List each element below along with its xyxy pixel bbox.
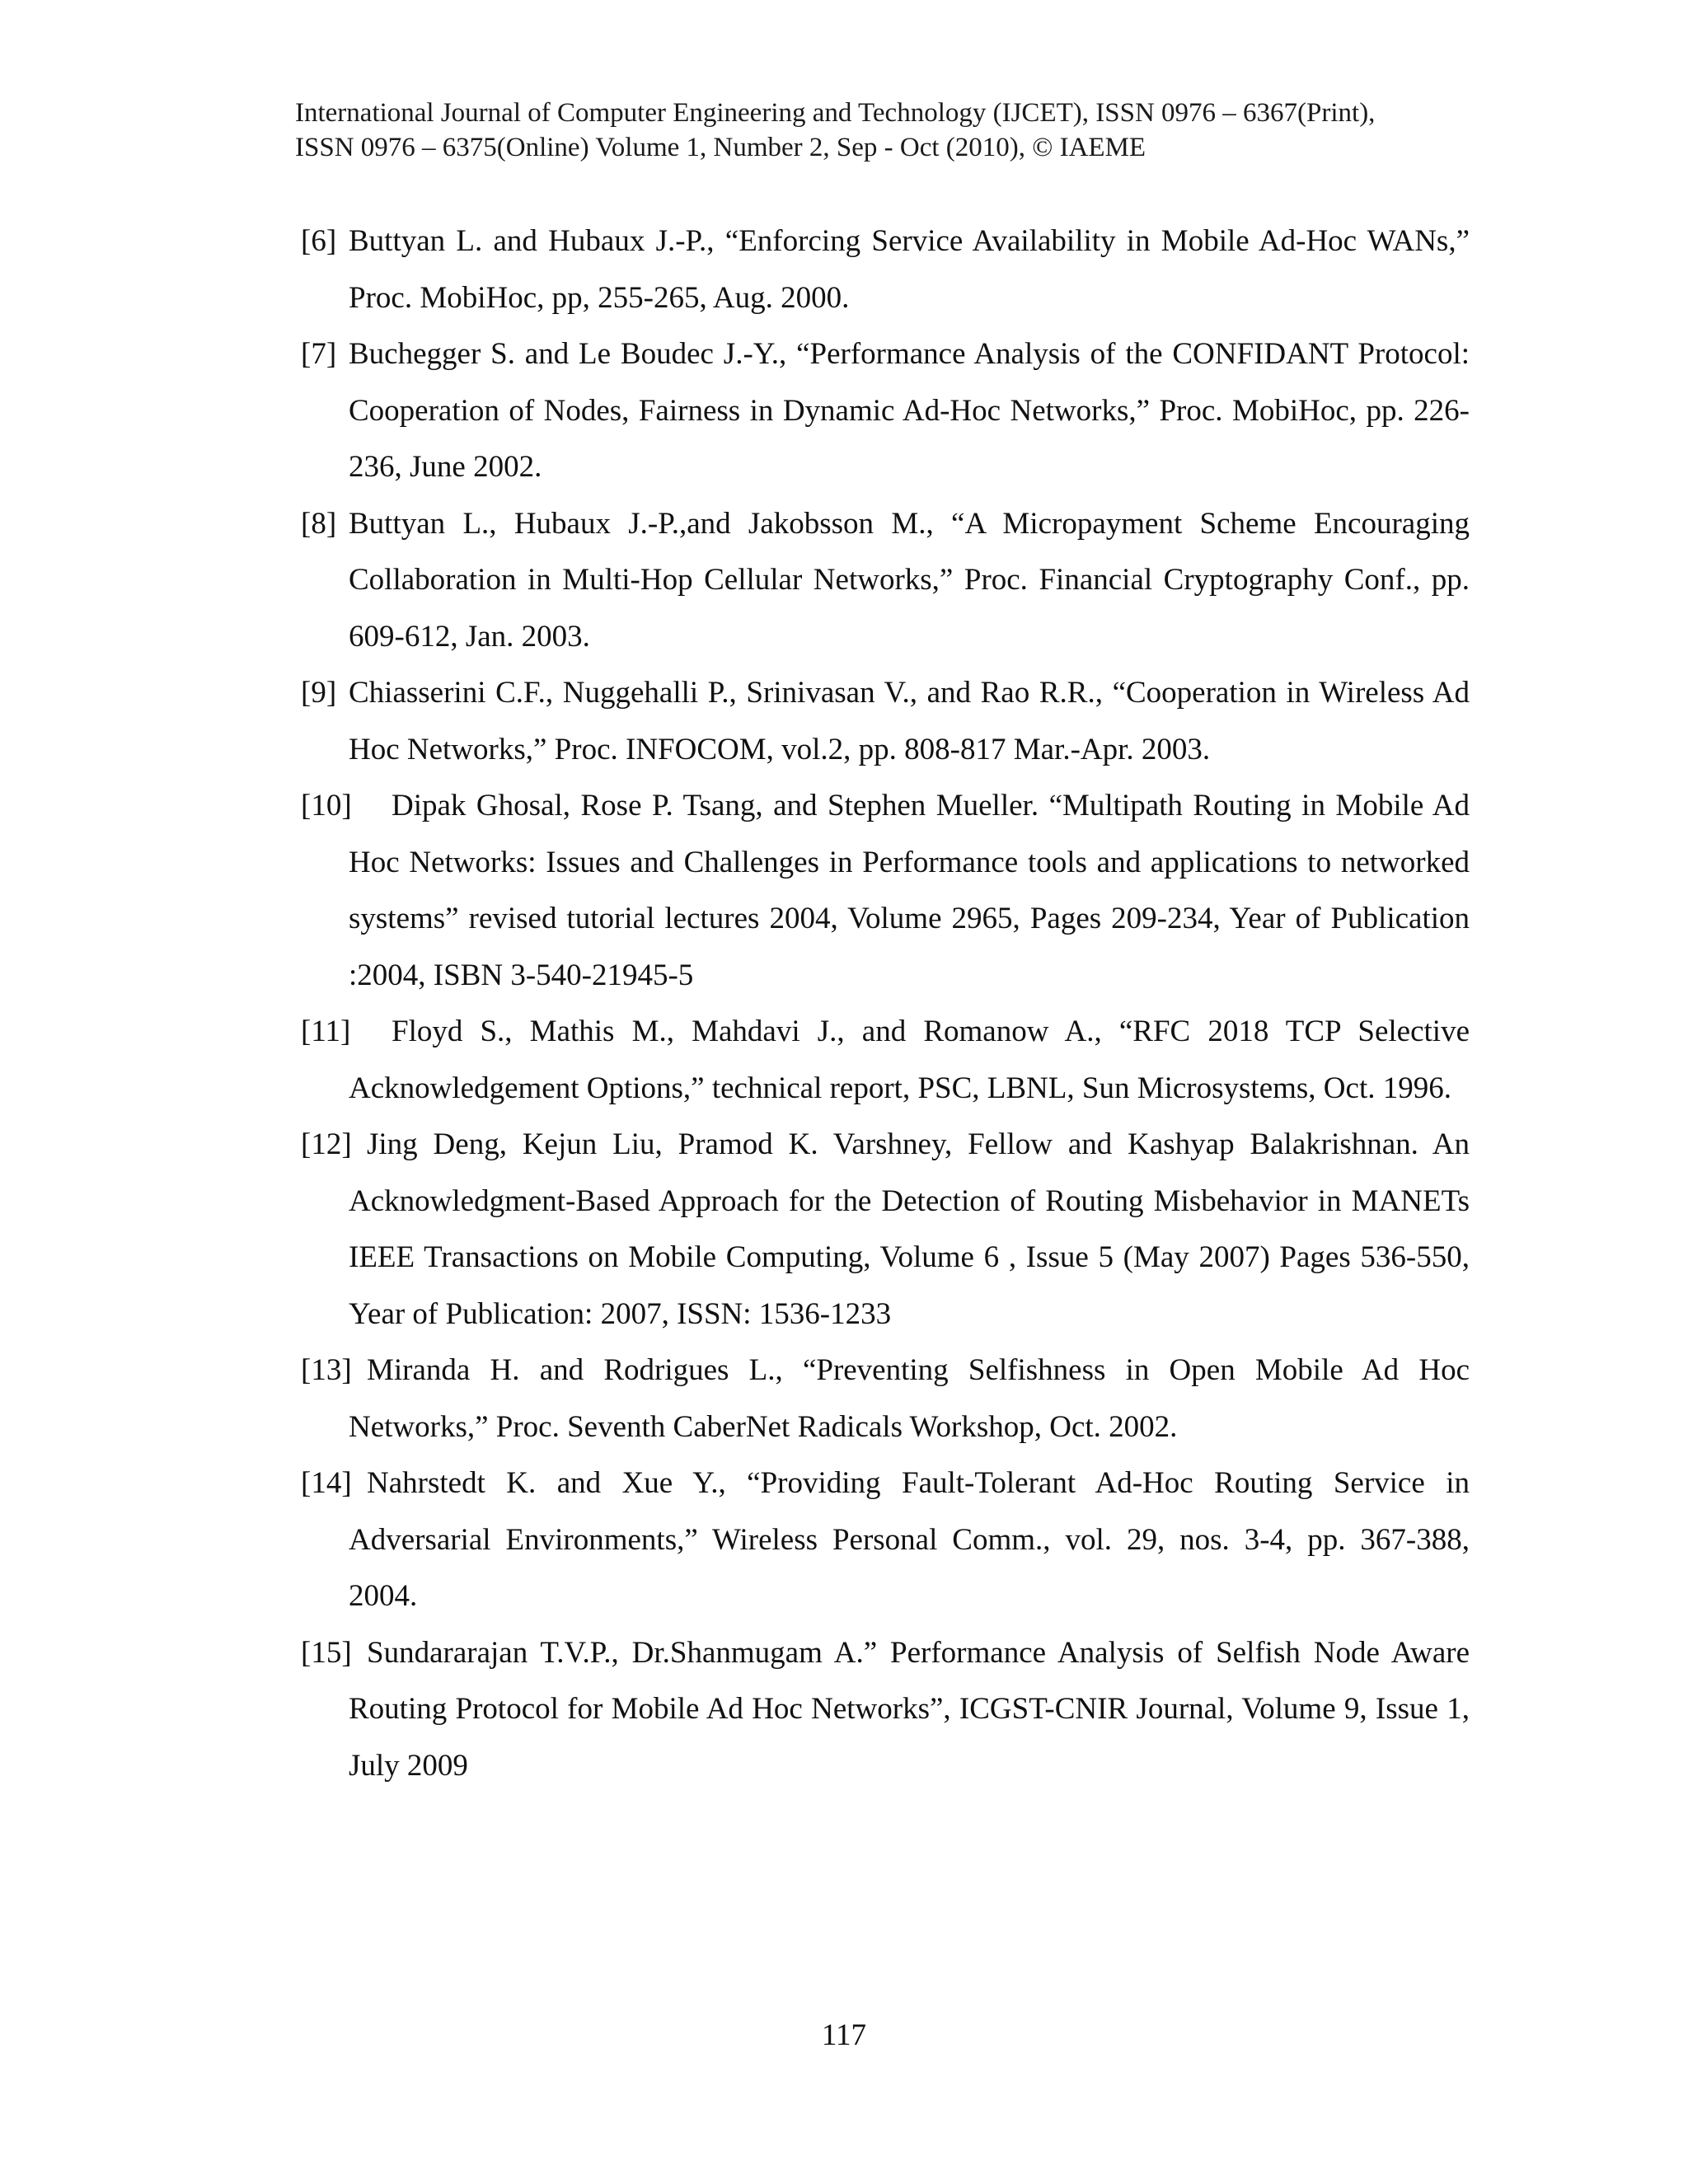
reference-number: [8] xyxy=(301,506,337,541)
reference-text: Miranda H. and Rodrigues L., “Preventing Selfishness in Open Mobile Ad Hoc Networks,” Proc. Seventh CaberNet Radicals Workshop, Oct. 2002. xyxy=(349,1353,1470,1444)
reference-text: Buttyan L. and Hubaux J.-P., “Enforcing Service Availability in Mobile Ad-Hoc WANs,” Proc. MobiHoc, pp, 255-265, Aug. 2000. xyxy=(349,224,1470,315)
reference-number: [7] xyxy=(301,337,337,371)
header-line-1: International Journal of Computer Engineering and Technology (IJCET), ISSN 0976 – 6367(Print), xyxy=(295,98,1376,128)
reference-item xyxy=(301,778,1470,1004)
reference-text: Nahrstedt K. and Xue Y., “Providing Fault-Tolerant Ad-Hoc Routing Service in Adversarial Environments,” Wireless Personal Comm., vol. 29, nos. 3-4, pp. 367-388, 2004. xyxy=(349,1466,1470,1613)
reference-number: [9] xyxy=(301,676,337,710)
reference-text: Jing Deng, Kejun Liu, Pramod K. Varshney, Fellow and Kashyap Balakrishnan. An Acknowledgment-Based Approach for the Detection of Routing Misbehavior in MANETs IEEE Transactions on Mobile Computing, Volume 6 , Issue 5 (May 2007) Pages 536-550, Year of Publication: 2007, ISSN: 1536-1233 xyxy=(349,1127,1470,1331)
reference-item xyxy=(301,665,1470,778)
reference-item xyxy=(301,326,1470,496)
reference-text: Buttyan L., Hubaux J.-P.,and Jakobsson M., “A Micropayment Scheme Encouraging Collaboration in Multi-Hop Cellular Networks,” Proc. Financial Cryptography Conf., pp. 609-612, Jan. 2003. xyxy=(349,506,1470,654)
reference-text: Chiasserini C.F., Nuggehalli P., Srinivasan V., and Rao R.R., “Cooperation in Wireless Ad Hoc Networks,” Proc. INFOCOM, vol.2, pp. 808-817 Mar.-Apr. 2003. xyxy=(349,676,1470,766)
running-header xyxy=(295,96,1531,165)
reference-item xyxy=(301,1004,1470,1117)
reference-number: [6] xyxy=(301,224,337,258)
reference-item xyxy=(301,496,1470,666)
reference-number: [14] xyxy=(301,1466,352,1500)
reference-item xyxy=(301,1343,1470,1455)
reference-item xyxy=(301,1117,1470,1343)
reference-number: [12] xyxy=(301,1127,352,1161)
reference-number: [10] xyxy=(301,789,352,823)
header-line-2: ISSN 0976 – 6375(Online) Volume 1, Number 2, Sep - Oct (2010), © IAEME xyxy=(295,133,1146,162)
reference-text: Floyd S., Mathis M., Mahdavi J., and Romanow A., “RFC 2018 TCP Selective Acknowledgement Options,” technical report, PSC, LBNL, Sun Microsystems, Oct. 1996. xyxy=(349,1015,1470,1105)
reference-item xyxy=(301,1625,1470,1795)
reference-list xyxy=(301,213,1470,1794)
reference-item xyxy=(301,213,1470,326)
reference-text: Sundararajan T.V.P., Dr.Shanmugam A.” Performance Analysis of Selfish Node Aware Routing Protocol for Mobile Ad Hoc Networks”, ICGST-CNIR Journal, Volume 9, Issue 1, July 2009 xyxy=(349,1635,1470,1783)
reference-number: [11] xyxy=(301,1015,351,1048)
reference-text: Buchegger S. and Le Boudec J.-Y., “Performance Analysis of the CONFIDANT Protocol: Cooperation of Nodes, Fairness in Dynamic Ad-Hoc Networks,” Proc. MobiHoc, pp. 226-236, June 2002. xyxy=(349,337,1470,484)
reference-text: Dipak Ghosal, Rose P. Tsang, and Stephen Mueller. “Multipath Routing in Mobile Ad Hoc Networks: Issues and Challenges in Performance tools and applications to networked systems” revised tutorial lectures 2004, Volume 2965, Pages 209-234, Year of Publication :2004, ISBN 3-540-21945-5 xyxy=(349,789,1470,992)
reference-item xyxy=(301,1455,1470,1625)
reference-number: [13] xyxy=(301,1353,352,1387)
reference-number: [15] xyxy=(301,1635,352,1670)
page-number: 117 xyxy=(821,2018,867,2052)
